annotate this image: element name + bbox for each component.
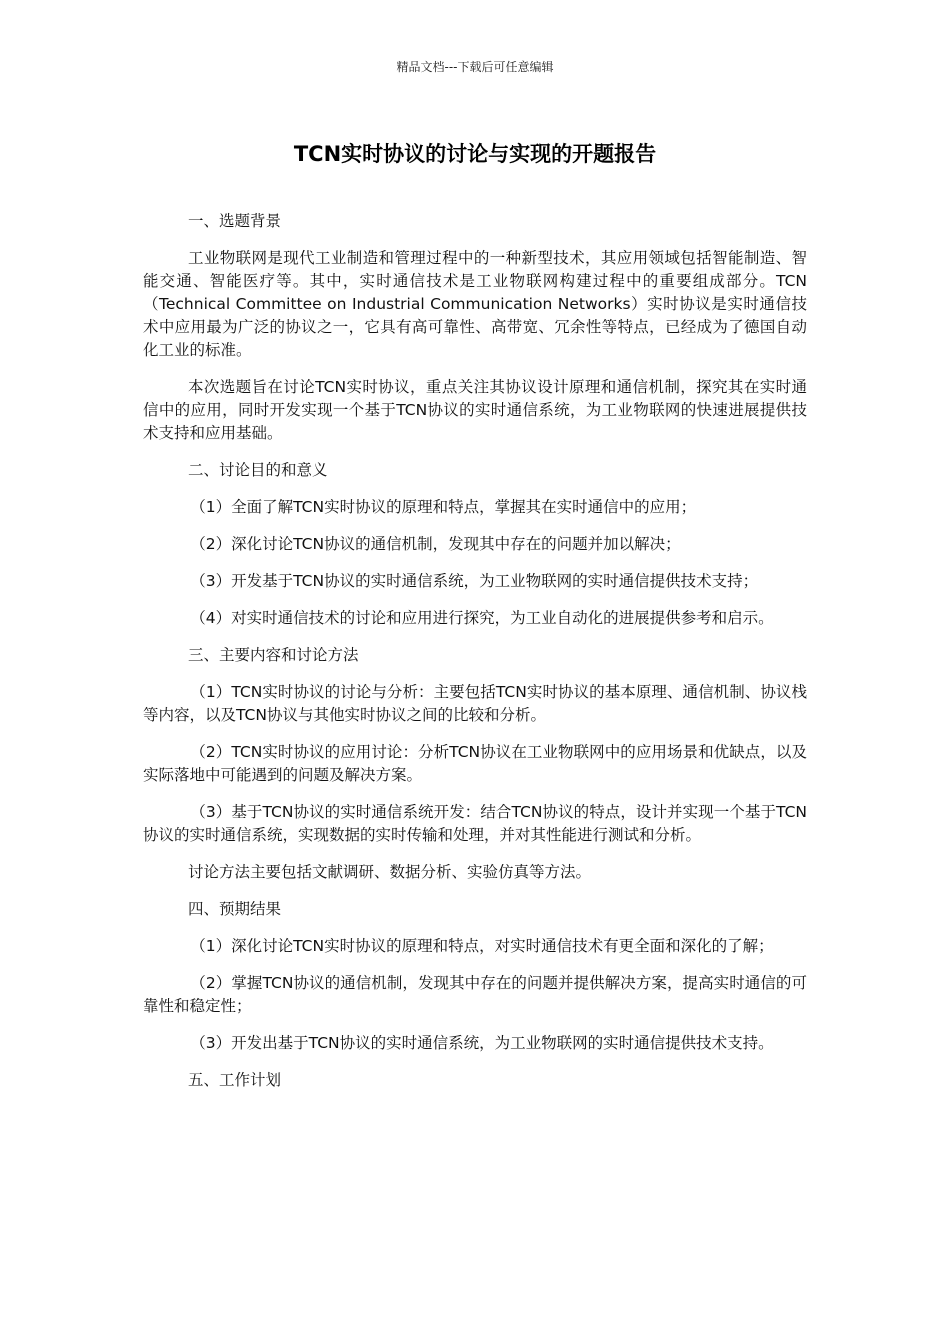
document-body xyxy=(143,210,807,1106)
page-header-note: 精品文档---下载后可任意编辑 xyxy=(396,60,554,74)
result-item-3: （3）开发出基于TCN协议的实时通信系统，为工业物联网的实时通信提供技术支持。 xyxy=(190,1034,774,1052)
section-heading-expected-results: 四、预期结果 xyxy=(187,900,281,918)
purpose-item-2: （2）深化讨论TCN协议的通信机制，发现其中存在的问题并加以解决； xyxy=(190,535,681,553)
purpose-item-4: （4）对实时通信技术的讨论和应用进行探究，为工业自动化的进展提供参考和启示。 xyxy=(190,609,774,627)
section-heading-content-methods: 三、主要内容和讨论方法 xyxy=(187,646,359,664)
background-paragraph-1: 工业物联网是现代工业制造和管理过程中的一种新型技术，其应用领域包括智能制造、智能交通、智能医疗等。其中，实时通信技术是工业物联网构建过程中的重要组成部分。TCN（Technical Committee on Industrial Communication Networks）实时协议是实时通信技术中应用最为广泛的协议之一，它具有高可靠性、高带宽、冗余性等特点，已经成为了德国自动化工业的标准。 xyxy=(143,249,807,359)
methods-paragraph: 讨论方法主要包括文献调研、数据分析、实验仿真等方法。 xyxy=(187,863,591,881)
purpose-item-3: （3）开发基于TCN协议的实时通信系统，为工业物联网的实时通信提供技术支持； xyxy=(190,572,759,590)
content-item-1: （1）TCN实时协议的讨论与分析：主要包括TCN实时协议的基本原理、通信机制、协议栈等内容，以及TCN协议与其他实时协议之间的比较和分析。 xyxy=(143,683,807,724)
result-item-1: （1）深化讨论TCN实时协议的原理和特点，对实时通信技术有更全面和深化的了解； xyxy=(190,937,774,955)
purpose-item-1: （1）全面了解TCN实时协议的原理和特点，掌握其在实时通信中的应用； xyxy=(190,498,697,516)
section-heading-work-plan: 五、工作计划 xyxy=(187,1071,281,1089)
background-paragraph-2: 本次选题旨在讨论TCN实时协议，重点关注其协议设计原理和通信机制，探究其在实时通信中的应用，同时开发实现一个基于TCN协议的实时通信系统，为工业物联网的快速进展提供技术支持和应用基础。 xyxy=(143,378,807,442)
result-item-2: （2）掌握TCN协议的通信机制，发现其中存在的问题并提供解决方案，提高实时通信的可靠性和稳定性； xyxy=(143,974,807,1015)
content-item-2: （2）TCN实时协议的应用讨论：分析TCN协议在工业物联网中的应用场景和优缺点，以及实际落地中可能遇到的问题及解决方案。 xyxy=(143,743,807,784)
document-title: TCN实时协议的讨论与实现的开题报告 xyxy=(293,142,657,166)
section-heading-background: 一、选题背景 xyxy=(187,212,281,230)
section-heading-purpose: 二、讨论目的和意义 xyxy=(187,461,328,479)
content-item-3: （3）基于TCN协议的实时通信系统开发：结合TCN协议的特点，设计并实现一个基于TCN协议的实时通信系统，实现数据的实时传输和处理，并对其性能进行测试和分析。 xyxy=(143,803,807,844)
